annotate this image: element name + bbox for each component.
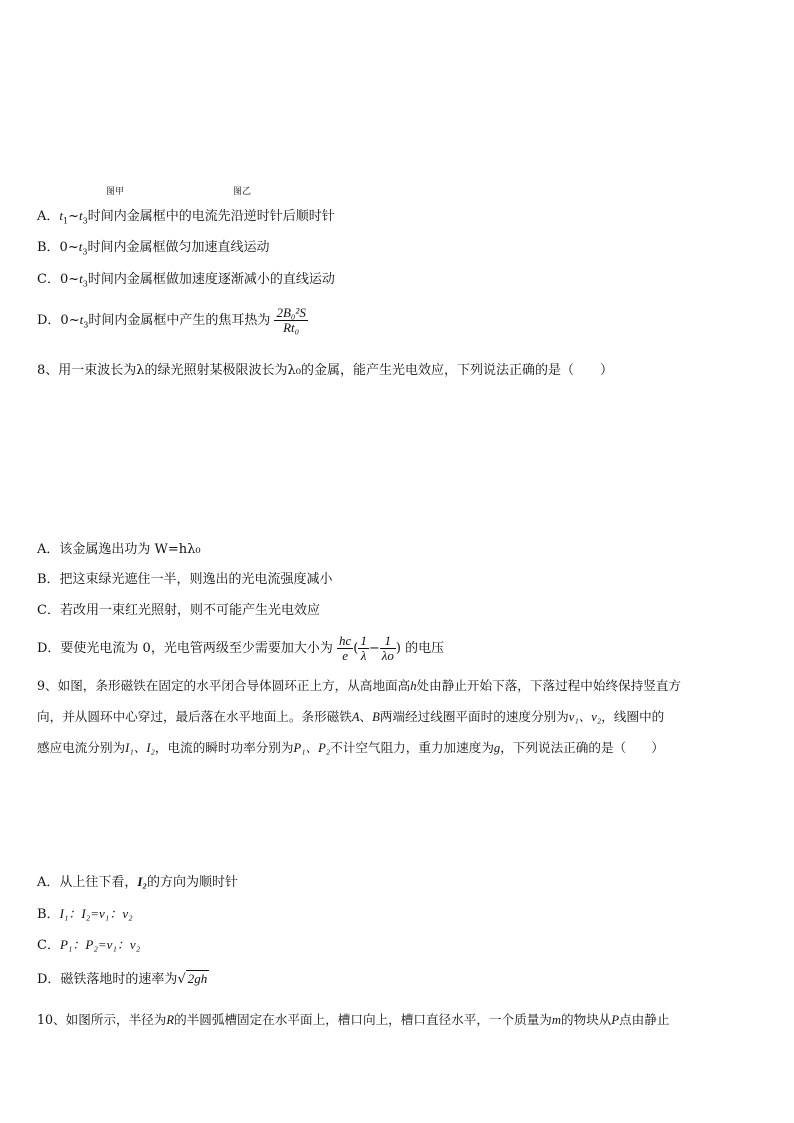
q9-stem-line1: 9、如图，条形磁铁在固定的水平闭合导体圆环正上方，从高地面高h处由静止开始下落，下落过程中始终保持竖直方 (37, 678, 681, 693)
label-s: S (80, 779, 86, 789)
label-h: h (41, 826, 46, 837)
label-n: N (80, 797, 87, 807)
t1-label: t₁ (220, 151, 226, 160)
q7-option-a: A．$t_1\sim t_3$时间内金属框中的电流先沿逆时针后顺时针 (37, 208, 335, 226)
label-b-small: b (78, 157, 83, 167)
q7-option-c: C．$0\sim t_3$时间内金属框做加速度逐渐减小的直线运动 (37, 271, 335, 289)
label-v: V (83, 448, 89, 457)
label-a: a (118, 96, 123, 106)
fig-a-caption: 图甲 (106, 187, 125, 197)
fig-b-caption: 图乙 (233, 187, 252, 197)
q7-option-b: B．$0\sim t_3$时间内金属框做匀加速直线运动 (37, 239, 270, 257)
q9-option-b: B．I₁：I₂=v₁：v₂ (37, 906, 133, 922)
q7-option-d: D．$0\sim t_3$时间内金属框中产生的焦耳热为 $\frac{\text{2B₀²S}}{\text{Rt₀}}$ (37, 305, 306, 335)
label-l: L (100, 127, 107, 139)
label-k: k (100, 521, 104, 530)
q8-option-a: A．该金属逸出功为 W=hλ₀ (37, 542, 201, 557)
label-b: B (60, 767, 67, 777)
q9-stem-line2: 向，并从圆环中心穿过，最后落在水平地面上。条形磁铁A、B两端经过线圈平面时的速度分别为v₁、v₂，线圈中的 (37, 709, 665, 724)
q8-stem: 8、用一束波长为λ的绿光照射某极限波长为λ₀的金属，能产生光电效应，下列说法正确的是（ ） (37, 363, 613, 378)
label-a: A (60, 804, 67, 814)
label-theta: θ (82, 168, 87, 179)
label-a: A (129, 471, 135, 480)
q9-option-d: D．磁铁落地时的速率为√ 2gh (37, 971, 208, 987)
q8-option-b: B．把这束绿光遮住一半，则逸出的光电流强度减小 (37, 572, 333, 587)
b0-label: B₀ (188, 120, 197, 130)
t2-label: t₂ (244, 151, 250, 160)
axis-x-label: t (292, 150, 295, 161)
q9-option-c: C．P₁：P₂=v₁：v₂ (37, 937, 141, 953)
label-c: c (62, 164, 66, 174)
t3-label: t₃ (278, 149, 284, 158)
label-b: B (68, 103, 75, 115)
neg-b0-label: −B₀ (184, 166, 199, 176)
q9-stem-line3: 感应电流分别为I₁、I₂，电流的瞬时功率分别为P₁、P₂不计空气阻力，重力加速度为g，下列说法正确的是（ ） (37, 740, 664, 755)
label-p: P (60, 413, 67, 424)
joule-heat-fraction: $\frac{\text{2B₀²S}}{\text{Rt₀}}$ (276, 305, 306, 335)
q10-stem: 10、如图所示，半径为R的半圆弧槽固定在水平面上，槽口向上，槽口直径水平，一个质量为m的物块从P点由静止 (37, 1012, 670, 1027)
q8-option-d: D．要使光电流为 0，光电管两级至少需要加大小为 $\frac{hc}{e}$ ( $\frac{1}{\lambda}$ − $\frac{1}{\lambda o}$ ) 的电压 (37, 633, 445, 663)
q8-option-c: C．若改用一束红光照射，则不可能产生光电效应 (37, 603, 320, 618)
origin-label: O (192, 143, 200, 154)
label-d: d (44, 132, 49, 142)
axis-y-label: B (208, 100, 215, 111)
q9-option-a: A．从上往下看，I₂的方向为顺时针 (37, 874, 238, 890)
